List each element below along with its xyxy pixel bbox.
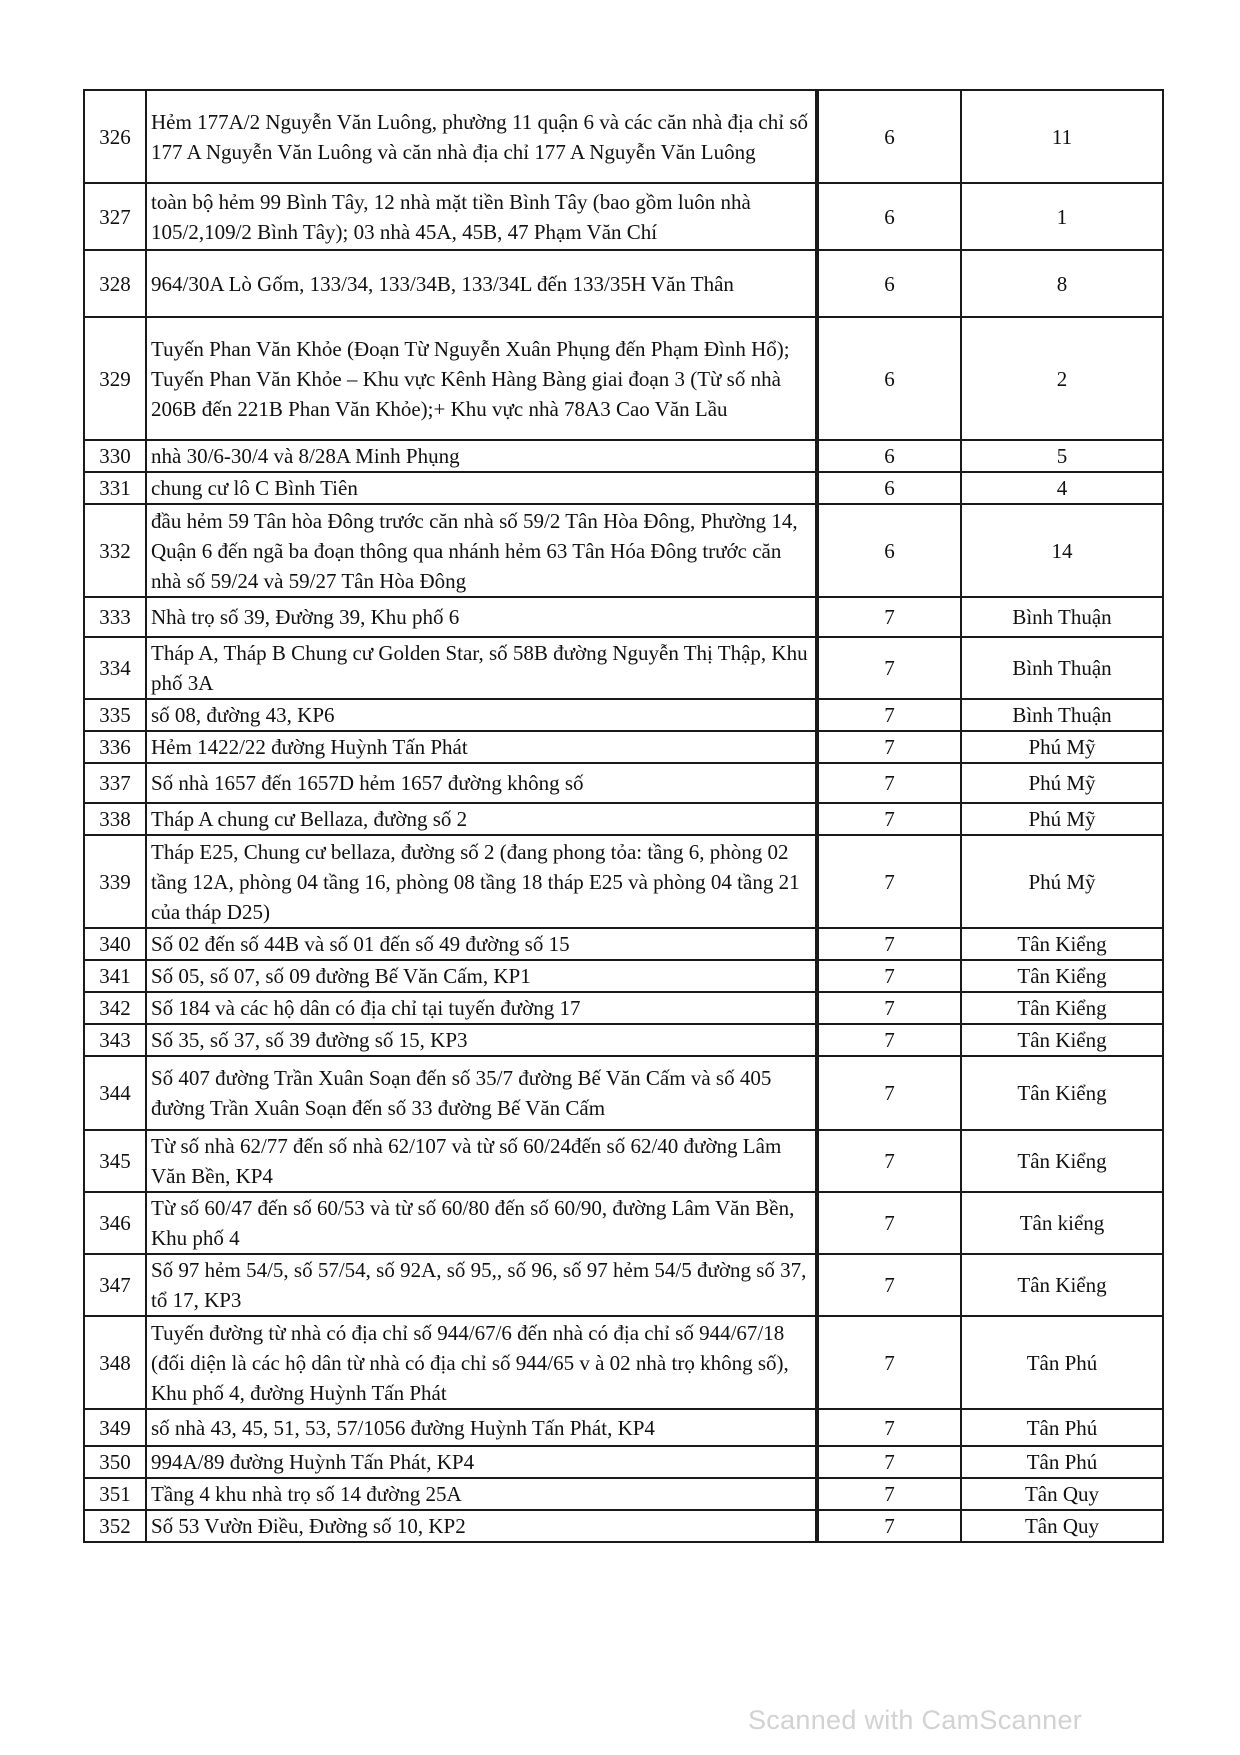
row-number: 332 [84,504,146,597]
address-table [83,89,1164,1543]
row-ward: Tân Kiểng [961,992,1163,1024]
row-district: 6 [818,183,961,250]
row-address: Hẻm 1422/22 đường Huỳnh Tấn Phát [146,731,816,763]
row-number: 349 [84,1409,146,1446]
row-number: 348 [84,1316,146,1409]
row-district: 7 [818,597,961,637]
row-address: Tuyến Phan Văn Khỏe (Đoạn Từ Nguyễn Xuân Phụng đến Phạm Đình Hổ); Tuyến Phan Văn Khỏe – Khu vực Kênh Hàng Bàng giai đoạn 3 (Từ số nhà 206B đến 221B Phan Văn Khỏe);+ Khu vực nhà 78A3 Cao Văn Lầu [146,317,816,440]
row-district: 7 [818,1478,961,1510]
row-number: 333 [84,597,146,637]
row-address: Số 02 đến số 44B và số 01 đến số 49 đường số 15 [146,928,816,960]
row-number: 345 [84,1130,146,1192]
row-number: 330 [84,440,146,472]
row-address: chung cư lô C Bình Tiên [146,472,816,504]
table-row [84,637,1163,699]
row-ward: 8 [961,250,1163,317]
table-row [84,1446,1163,1478]
row-number: 346 [84,1192,146,1254]
table-row [84,1409,1163,1446]
row-address: Số 53 Vườn Điều, Đường số 10, KP2 [146,1510,816,1542]
row-address: Số 35, số 37, số 39 đường số 15, KP3 [146,1024,816,1056]
row-address: Số 184 và các hộ dân có địa chỉ tại tuyến đường 17 [146,992,816,1024]
row-ward: Phú Mỹ [961,803,1163,835]
row-number: 328 [84,250,146,317]
row-ward: Tân Kiểng [961,928,1163,960]
row-district: 7 [818,1510,961,1542]
scanner-watermark: Scanned with CamScanner [748,1705,1083,1735]
row-district: 7 [818,1024,961,1056]
row-district: 6 [818,440,961,472]
table-row [84,90,1163,183]
row-address: Số 05, số 07, số 09 đường Bế Văn Cấm, KP1 [146,960,816,992]
row-number: 334 [84,637,146,699]
row-district: 7 [818,1254,961,1316]
row-district: 6 [818,472,961,504]
table-row [84,597,1163,637]
table-row [84,183,1163,250]
table-row [84,472,1163,504]
table-row [84,1316,1163,1409]
row-ward: Bình Thuận [961,637,1163,699]
row-ward: Tân Phú [961,1316,1163,1409]
row-address: số nhà 43, 45, 51, 53, 57/1056 đường Huỳnh Tấn Phát, KP4 [146,1409,816,1446]
row-ward: Tân Kiểng [961,1254,1163,1316]
row-district: 7 [818,960,961,992]
row-number: 331 [84,472,146,504]
row-district: 7 [818,1446,961,1478]
row-number: 336 [84,731,146,763]
row-address: Số 407 đường Trần Xuân Soạn đến số 35/7 đường Bế Văn Cấm và số 405 đường Trần Xuân Soạn đến số 33 đường Bế Văn Cấm [146,1056,816,1130]
row-district: 7 [818,1409,961,1446]
row-address: số 08, đường 43, KP6 [146,699,816,731]
row-address: Tuyến đường từ nhà có địa chỉ số 944/67/6 đến nhà có địa chỉ số 944/67/18 (đối diện là các hộ dân từ nhà có địa chỉ số 944/65 v à 02 nhà trọ không số), Khu phố 4, đường Huỳnh Tấn Phát [146,1316,816,1409]
row-number: 340 [84,928,146,960]
table-row [84,1056,1163,1130]
row-address: Tháp A, Tháp B Chung cư Golden Star, số 58B đường Nguyễn Thị Thập, Khu phố 3A [146,637,816,699]
row-district: 7 [818,803,961,835]
row-ward: Tân Kiểng [961,960,1163,992]
row-address: Từ số 60/47 đến số 60/53 và từ số 60/80 đến số 60/90, đường Lâm Văn Bền, Khu phố 4 [146,1192,816,1254]
table-row [84,1478,1163,1510]
row-district: 6 [818,90,961,183]
table-row [84,250,1163,317]
row-address: nhà 30/6-30/4 và 8/28A Minh Phụng [146,440,816,472]
row-ward: Tân Kiểng [961,1056,1163,1130]
table-row [84,504,1163,597]
row-ward: 11 [961,90,1163,183]
table-row [84,960,1163,992]
row-address: Tháp E25, Chung cư bellaza, đường số 2 (đang phong tỏa: tầng 6, phòng 02 tầng 12A, phòng 04 tầng 16, phòng 08 tầng 18 tháp E25 và phòng 04 tầng 21 của tháp D25) [146,835,816,928]
row-district: 7 [818,637,961,699]
table-row [84,440,1163,472]
row-ward: Phú Mỹ [961,763,1163,803]
table-row [84,992,1163,1024]
row-number: 339 [84,835,146,928]
row-district: 7 [818,928,961,960]
address-table-body [84,90,1163,1542]
row-district: 7 [818,731,961,763]
row-district: 7 [818,1130,961,1192]
row-ward: Bình Thuận [961,597,1163,637]
row-address: Tháp A chung cư Bellaza, đường số 2 [146,803,816,835]
table-row [84,1192,1163,1254]
row-district: 6 [818,504,961,597]
row-district: 7 [818,835,961,928]
table-row [84,1024,1163,1056]
row-ward: Tân Phú [961,1446,1163,1478]
row-district: 6 [818,250,961,317]
row-district: 7 [818,699,961,731]
table-row [84,835,1163,928]
row-ward: Phú Mỹ [961,731,1163,763]
row-address: đầu hẻm 59 Tân hòa Đông trước căn nhà số 59/2 Tân Hòa Đông, Phường 14, Quận 6 đến ngã ba đoạn thông qua nhánh hẻm 63 Tân Hóa Đông trước căn nhà số 59/24 và 59/27 Tân Hòa Đông [146,504,816,597]
table-row [84,1254,1163,1316]
row-number: 327 [84,183,146,250]
row-ward: Bình Thuận [961,699,1163,731]
table-row [84,763,1163,803]
row-address: Từ số nhà 62/77 đến số nhà 62/107 và từ số 60/24đến số 62/40 đường Lâm Văn Bền, KP4 [146,1130,816,1192]
table-row [84,1510,1163,1542]
row-number: 341 [84,960,146,992]
row-district: 7 [818,1056,961,1130]
row-ward: Tân kiểng [961,1192,1163,1254]
table-row [84,699,1163,731]
row-ward: 2 [961,317,1163,440]
row-district: 7 [818,763,961,803]
table-row [84,731,1163,763]
row-address: toàn bộ hẻm 99 Bình Tây, 12 nhà mặt tiền Bình Tây (bao gồm luôn nhà 105/2,109/2 Bình Tây); 03 nhà 45A, 45B, 47 Phạm Văn Chí [146,183,816,250]
row-number: 326 [84,90,146,183]
row-district: 6 [818,317,961,440]
row-ward: Tân Phú [961,1409,1163,1446]
row-address: Số 97 hẻm 54/5, số 57/54, số 92A, số 95,, số 96, số 97 hẻm 54/5 đường số 37, tổ 17, KP3 [146,1254,816,1316]
row-address: Số nhà 1657 đến 1657D hẻm 1657 đường không số [146,763,816,803]
table-row [84,1130,1163,1192]
row-number: 337 [84,763,146,803]
row-number: 347 [84,1254,146,1316]
row-address: Tầng 4 khu nhà trọ số 14 đường 25A [146,1478,816,1510]
row-ward: 14 [961,504,1163,597]
row-district: 7 [818,992,961,1024]
row-district: 7 [818,1192,961,1254]
row-ward: 1 [961,183,1163,250]
row-address: Hẻm 177A/2 Nguyễn Văn Luông, phường 11 quận 6 và các căn nhà địa chỉ số 177 A Nguyễn Văn Luông và căn nhà địa chỉ 177 A Nguyễn Văn Luông [146,90,816,183]
row-ward: Phú Mỹ [961,835,1163,928]
table-row [84,317,1163,440]
row-number: 352 [84,1510,146,1542]
row-number: 344 [84,1056,146,1130]
row-number: 329 [84,317,146,440]
table-row [84,803,1163,835]
row-number: 351 [84,1478,146,1510]
row-number: 335 [84,699,146,731]
row-number: 350 [84,1446,146,1478]
row-address: 964/30A Lò Gốm, 133/34, 133/34B, 133/34L đến 133/35H Văn Thân [146,250,816,317]
row-address: Nhà trọ số 39, Đường 39, Khu phố 6 [146,597,816,637]
row-number: 338 [84,803,146,835]
row-number: 342 [84,992,146,1024]
row-ward: Tân Kiểng [961,1130,1163,1192]
row-ward: 4 [961,472,1163,504]
row-ward: Tân Quy [961,1478,1163,1510]
row-ward: Tân Kiểng [961,1024,1163,1056]
row-address: 994A/89 đường Huỳnh Tấn Phát, KP4 [146,1446,816,1478]
row-district: 7 [818,1316,961,1409]
row-ward: Tân Quy [961,1510,1163,1542]
table-row [84,928,1163,960]
row-ward: 5 [961,440,1163,472]
row-number: 343 [84,1024,146,1056]
